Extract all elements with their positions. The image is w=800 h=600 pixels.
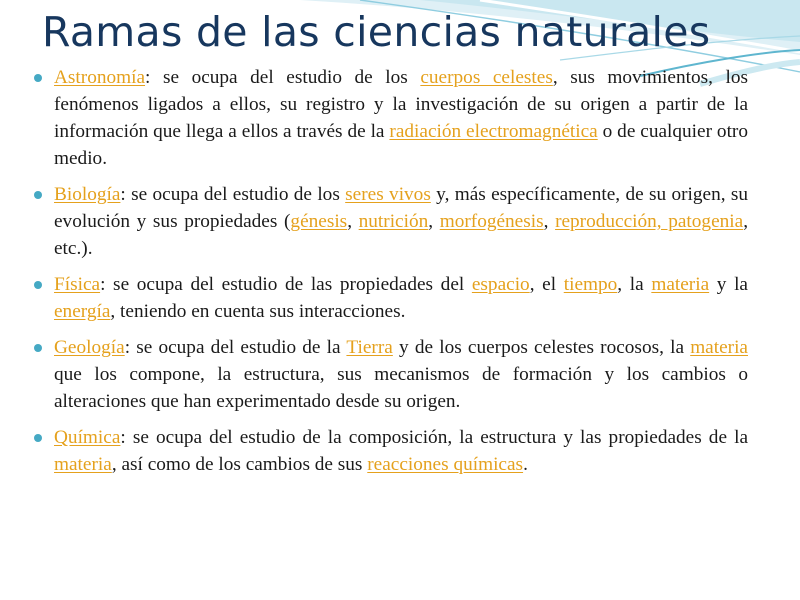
hyperlink[interactable]: cuerpos celestes: [420, 67, 553, 88]
hyperlink[interactable]: nutrición: [358, 211, 429, 232]
body-text: , la: [617, 274, 652, 295]
hyperlink[interactable]: materia: [651, 274, 710, 295]
bullet-dot-icon: [34, 344, 42, 352]
hyperlink[interactable]: tiempo: [563, 274, 618, 295]
hyperlink[interactable]: morfogénesis: [439, 211, 544, 232]
bullet-list: [54, 64, 748, 487]
hyperlink[interactable]: materia: [690, 337, 748, 358]
body-text: .: [523, 454, 528, 475]
body-text: : se ocupa del estudio de la composición, la estructura y las propiedades de la: [120, 427, 748, 448]
body-text: y, más específicamente, de su origen, su evolución y sus propiedades (: [54, 184, 749, 232]
hyperlink[interactable]: Física: [54, 274, 101, 295]
list-item: [54, 334, 748, 415]
hyperlink[interactable]: energía: [54, 301, 111, 322]
list-item: [54, 181, 748, 262]
bullet-dot-icon: [34, 74, 42, 82]
body-text: , así como de los cambios de sus: [111, 454, 368, 475]
bullet-dot-icon: [34, 281, 42, 289]
hyperlink[interactable]: reacciones químicas: [367, 454, 524, 475]
body-text: o de cualquier otro medio.: [54, 121, 748, 169]
body-text: ,: [543, 211, 556, 232]
body-text: : se ocupa del estudio de la: [124, 337, 347, 358]
body-text: : se ocupa del estudio de los: [120, 184, 346, 205]
body-text: : se ocupa del estudio de los: [145, 67, 421, 88]
body-text: : se ocupa del estudio de las propiedades del: [100, 274, 472, 295]
hyperlink[interactable]: reproducción, patogenia: [555, 211, 744, 232]
body-text: , sus movimientos, los fenómenos ligados a ellos, su registro y la investigación de su origen a partir de la información que llega a ellos a través de la: [54, 67, 748, 142]
hyperlink[interactable]: espacio: [471, 274, 530, 295]
bullet-dot-icon: [34, 191, 42, 199]
hyperlink[interactable]: Astronomía: [54, 67, 146, 88]
list-item: [54, 271, 748, 325]
list-item: [54, 424, 748, 478]
hyperlink[interactable]: Geología: [54, 337, 125, 358]
list-item: [54, 64, 748, 172]
body-text: , etc.).: [54, 211, 749, 259]
body-text: y la: [709, 274, 748, 295]
body-text: ,: [347, 211, 359, 232]
hyperlink[interactable]: materia: [54, 454, 112, 475]
slide-title: Ramas de las ciencias naturales: [42, 8, 711, 56]
hyperlink[interactable]: génesis: [290, 211, 348, 232]
hyperlink[interactable]: radiación electromagnética: [389, 121, 598, 142]
body-text: que los compone, la estructura, sus mecanismos de formación y los cambios o alteraciones que han experimentado desde su origen.: [54, 364, 748, 412]
body-text: , teniendo en cuenta sus interacciones.: [110, 301, 406, 322]
body-text: ,: [428, 211, 440, 232]
hyperlink[interactable]: seres vivos: [345, 184, 431, 205]
bullet-dot-icon: [34, 434, 42, 442]
hyperlink[interactable]: Biología: [54, 184, 121, 205]
hyperlink[interactable]: Química: [54, 427, 121, 448]
body-text: y de los cuerpos celestes rocosos, la: [392, 337, 691, 358]
body-text: , el: [529, 274, 564, 295]
hyperlink[interactable]: Tierra: [346, 337, 393, 358]
